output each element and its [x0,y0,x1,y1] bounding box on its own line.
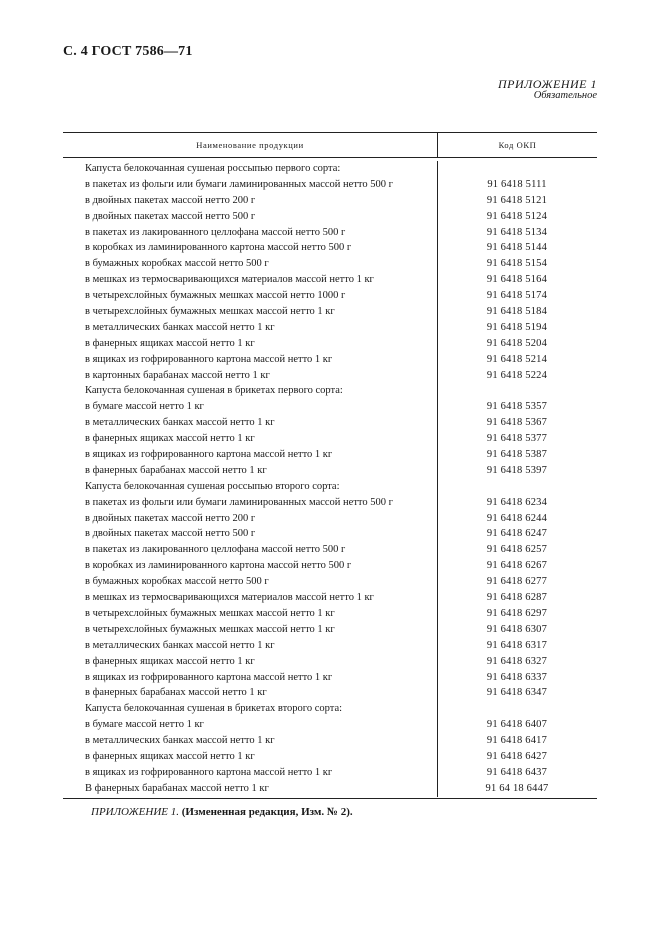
table-row [63,177,597,193]
table-row [63,670,597,686]
table-row [63,272,597,288]
product-name-cell: в фанерных ящиках массой нетто 1 кг [85,750,255,762]
table-row [63,622,597,638]
product-name-cell: в фанерных барабанах массой нетто 1 кг [85,464,267,476]
okp-code-cell: 91 6418 5154 [486,258,548,270]
table-row [63,638,597,654]
product-name-cell: в коробках из ламинированного картона массой нетто 500 г [85,242,352,254]
product-name-cell: Капуста белокочанная сушеная россыпью первого сорта: [85,163,341,174]
okp-code-cell: 91 64 18 6447 [485,782,549,794]
table-row [63,336,597,352]
okp-code-cell: 91 6418 6244 [486,512,548,524]
okp-code-cell: 91 6418 6437 [486,766,548,778]
product-name-cell: в бумажных коробках массой нетто 500 г [85,258,269,270]
okp-code-cell: 91 6418 5111 [487,178,547,190]
product-name-cell: в двойных пакетах массой нетто 500 г [85,528,256,540]
okp-code-cell: 91 6418 6297 [486,607,548,619]
okp-code-cell: 91 6418 5174 [486,290,548,302]
product-name-cell: в двойных пакетах массой нетто 500 г [85,210,256,222]
product-name-cell: в мешках из термосваривающихся материалов массой нетто 1 кг [85,274,374,286]
table-row [63,352,597,368]
appendix-subtitle: Обязательное [533,90,597,101]
okp-code-cell: 91 6418 5387 [486,449,548,461]
table-row [63,511,597,527]
product-name-cell: в пакетах из фольги или бумаги ламинированных массой нетто 500 г [85,496,393,508]
table-row [63,606,597,622]
okp-code-cell: 91 6418 6417 [486,735,548,747]
product-name-cell: Капуста белокочанная сушеная россыпью второго сорта: [85,480,340,492]
okp-code-cell: 91 6418 6317 [486,639,548,651]
table-row [63,733,597,749]
amendment-note-label: ПРИЛОЖЕНИЕ 1. [91,806,179,818]
table-row [63,256,597,272]
okp-code-cell: 91 6418 5377 [486,433,548,445]
product-name-cell: в четырехслойных бумажных мешках массой нетто 1000 г [85,290,346,302]
product-name-cell: в ящиках из гофрированного картона массой нетто 1 кг [85,353,333,365]
okp-code-cell: 91 6418 6257 [486,544,548,556]
table-header [63,132,597,158]
okp-code-cell: 91 6418 5134 [486,226,548,238]
okp-code-cell: 91 6418 6427 [486,750,548,762]
product-name-cell: в пакетах из лакированного целлофана массой нетто 500 г [85,226,346,238]
table-row [63,749,597,765]
okp-code-cell: 91 6418 6277 [486,576,548,588]
okp-code-cell: 91 6418 6337 [486,671,548,683]
okp-code-cell [437,479,597,495]
amendment-note [91,806,353,818]
product-name-cell: в пакетах из лакированного целлофана массой нетто 500 г [85,544,346,556]
product-name-cell: в металлических банках массой нетто 1 кг [85,639,275,651]
table-row [63,526,597,542]
table-row [63,654,597,670]
product-name-cell: в фанерных ящиках массой нетто 1 кг [85,337,255,349]
product-name-cell: в бумаге массой нетто 1 кг [85,719,204,731]
product-name-cell: в картонных барабанах массой нетто 1 кг [85,369,270,381]
product-code-table [63,132,597,799]
amendment-note-text: (Измененная редакция, Изм. № 2). [181,806,353,818]
product-name-cell: в металлических банках массой нетто 1 кг [85,321,275,333]
product-name-cell: Капуста белокочанная сушеная в брикетах второго сорта: [85,703,343,715]
product-name-cell: в фанерных ящиках массой нетто 1 кг [85,655,255,667]
column-header-code: Код ОКП [498,140,537,150]
product-name-cell: В фанерных барабанах массой нетто 1 кг [85,782,269,794]
table-row [63,240,597,256]
product-name-cell: Капуста белокочанная сушеная в брикетах первого сорта: [85,385,343,397]
column-header-name: Наименование продукции [63,133,438,157]
okp-code-cell: 91 6418 5204 [486,337,548,349]
table-row [63,415,597,431]
okp-code-cell: 91 6418 5224 [486,369,548,381]
okp-code-cell [437,383,597,399]
table-row [63,590,597,606]
product-name-cell: в ящиках из гофрированного картона массой нетто 1 кг [85,449,333,461]
product-name-cell: в фанерных барабанах массой нетто 1 кг [85,687,267,699]
product-name-cell: в ящиках из гофрированного картона массой нетто 1 кг [85,671,333,683]
okp-code-cell: 91 6418 6307 [486,623,548,635]
okp-code-cell: 91 6418 5121 [486,194,548,206]
product-name-cell: в мешках из термосваривающихся материалов массой нетто 1 кг [85,592,374,604]
table-row [63,304,597,320]
okp-code-cell: 91 6418 6234 [486,496,548,508]
okp-code-cell: 91 6418 5397 [486,464,548,476]
table-group-row [63,383,597,399]
okp-code-cell: 91 6418 6407 [486,719,548,731]
table-row [63,368,597,384]
okp-code-cell: 91 6418 6287 [486,592,548,604]
product-name-cell: в фанерных ящиках массой нетто 1 кг [85,433,255,445]
product-name-cell: в бумаге массой нетто 1 кг [85,401,204,413]
okp-code-cell: 91 6418 6327 [486,655,548,667]
okp-code-cell: 91 6418 5357 [486,401,548,413]
okp-code-cell: 91 6418 5194 [486,321,548,333]
table-row [63,209,597,225]
product-name-cell: в металлических банках массой нетто 1 кг [85,417,275,429]
product-name-cell: в пакетах из фольги или бумаги ламинированных массой нетто 500 г [85,178,393,190]
product-name-cell: в двойных пакетах массой нетто 200 г [85,512,256,524]
table-row [63,574,597,590]
table-row [63,542,597,558]
table-row [63,781,597,797]
product-name-cell: в четырехслойных бумажных мешках массой нетто 1 кг [85,607,335,619]
table-row [63,193,597,209]
table-row [63,431,597,447]
table-row [63,320,597,336]
table-bottom-rule [63,798,597,799]
okp-code-cell: 91 6418 5184 [486,306,548,318]
product-name-cell: в коробках из ламинированного картона массой нетто 500 г [85,560,352,572]
table-row [63,463,597,479]
table-row [63,225,597,241]
product-name-cell: в четырехслойных бумажных мешках массой нетто 1 кг [85,306,335,318]
product-name-cell: в четырехслойных бумажных мешках массой нетто 1 кг [85,623,335,635]
okp-code-cell: 91 6418 5164 [486,274,548,286]
okp-code-cell: 91 6418 6267 [486,560,548,572]
okp-code-cell: 91 6418 5144 [486,242,548,254]
table-body [63,161,597,797]
table-group-row [63,479,597,495]
okp-code-cell [437,701,597,717]
table-row [63,765,597,781]
okp-code-cell: 91 6418 6347 [486,687,548,699]
table-row [63,717,597,733]
table-row [63,288,597,304]
okp-code-cell: 91 6418 5214 [486,353,548,365]
product-name-cell: в двойных пакетах массой нетто 200 г [85,194,256,206]
table-row [63,399,597,415]
table-group-row [63,701,597,717]
table-row [63,447,597,463]
product-name-cell: в бумажных коробках массой нетто 500 г [85,576,269,588]
okp-code-cell: 91 6418 6247 [486,528,548,540]
okp-code-cell: 91 6418 5367 [486,417,548,429]
appendix-title: ПРИЛОЖЕНИЕ 1 [498,77,597,91]
okp-code-cell: 91 6418 5124 [486,210,548,222]
table-row [63,495,597,511]
product-name-cell: в металлических банках массой нетто 1 кг [85,735,275,747]
page-header: С. 4 ГОСТ 7586—71 [63,44,193,59]
table-row [63,558,597,574]
product-name-cell: в ящиках из гофрированного картона массой нетто 1 кг [85,766,333,778]
table-group-row [63,161,597,177]
okp-code-cell [437,161,597,177]
table-row [63,685,597,701]
